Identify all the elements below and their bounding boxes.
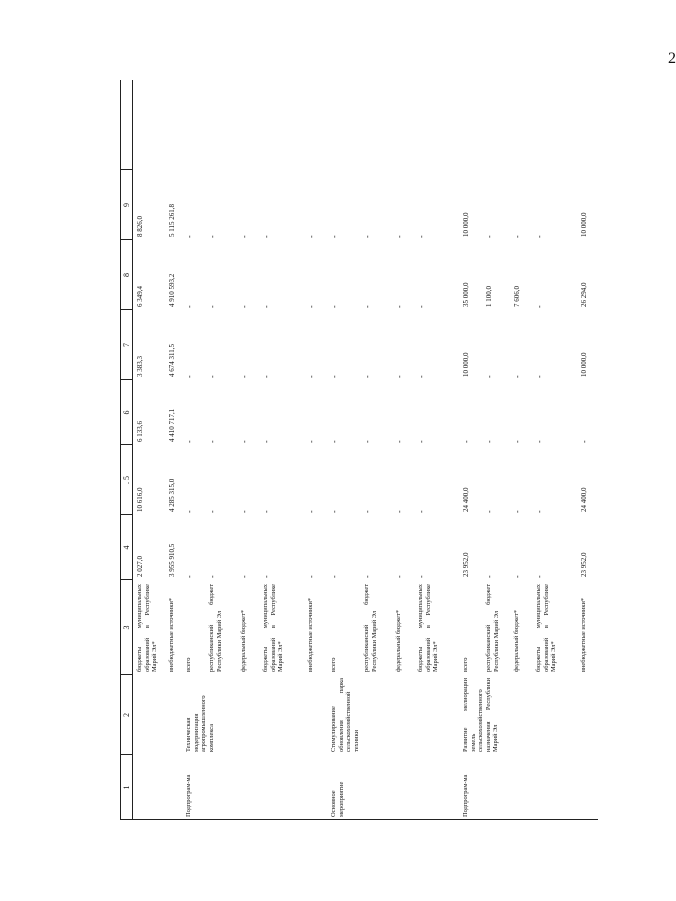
funding-source: бюджеты муниципальных образований в Республике Марий Эл* xyxy=(535,584,558,672)
column-header: 2 xyxy=(122,713,131,717)
column-header: 4 xyxy=(122,545,131,550)
value-cell: - xyxy=(240,440,249,443)
header-bottom-rule xyxy=(132,80,133,820)
value-cell: 10 000,0 xyxy=(580,212,588,237)
value-cell: - xyxy=(462,440,471,443)
funding-source: федеральный бюджет* xyxy=(240,609,247,672)
value-cell: - xyxy=(185,510,194,513)
value-cell: - xyxy=(417,575,426,578)
value-cell: - xyxy=(330,440,339,443)
value-cell: - xyxy=(363,575,372,578)
value-cell: - xyxy=(395,440,404,443)
value-cell: - xyxy=(208,510,217,513)
column-header: 3 xyxy=(122,625,131,630)
value-cell: 10 000,0 xyxy=(462,352,470,377)
value-cell: 3 383,3 xyxy=(136,356,144,377)
value-cell: - xyxy=(240,235,249,238)
column-header: 9 xyxy=(122,203,131,207)
value-cell: - xyxy=(535,305,544,308)
value-cell: - xyxy=(240,510,249,513)
value-cell: - xyxy=(240,305,249,308)
value-cell: - xyxy=(485,235,494,238)
value-cell: - xyxy=(395,235,404,238)
value-cell: 4 285 315,0 xyxy=(168,478,176,512)
value-cell: - xyxy=(240,575,249,578)
funding-source: федеральный бюджет* xyxy=(513,609,520,672)
value-cell: - xyxy=(363,510,372,513)
value-cell: - xyxy=(208,235,217,238)
funding-source: республиканский бюджет Республики Марий Эл xyxy=(363,584,378,672)
value-cell: - xyxy=(580,440,589,443)
value-cell: - xyxy=(417,440,426,443)
value-cell: - xyxy=(485,440,494,443)
value-cell: 23 952,0 xyxy=(580,552,588,577)
column-header: 1 xyxy=(122,785,131,790)
value-cell: 10 616,0 xyxy=(136,487,144,512)
funding-source: республиканский бюджет Республики Марий Эл xyxy=(485,584,500,672)
value-cell: - xyxy=(395,375,404,378)
header-column-divider xyxy=(120,309,132,310)
value-cell: 4 674 311,5 xyxy=(168,344,176,377)
value-cell: - xyxy=(535,575,544,578)
value-cell: - xyxy=(330,575,339,578)
funding-source: бюджеты муниципальных образований в Республике Марий Эл* xyxy=(136,584,159,672)
value-cell: - xyxy=(262,235,271,238)
column-header: 7 xyxy=(122,343,131,347)
page-number: 2 xyxy=(668,50,676,67)
value-cell: - xyxy=(395,305,404,308)
value-cell: - xyxy=(513,235,522,238)
value-cell: - xyxy=(307,510,316,513)
value-cell: - xyxy=(417,235,426,238)
value-cell: - xyxy=(485,575,494,578)
header-top-rule xyxy=(120,80,121,820)
value-cell: - xyxy=(535,440,544,443)
value-cell: - xyxy=(240,375,249,378)
value-cell: - xyxy=(417,375,426,378)
header-column-divider xyxy=(120,754,132,755)
value-cell: - xyxy=(395,575,404,578)
header-column-divider xyxy=(120,444,132,445)
value-cell: - xyxy=(485,510,494,513)
value-cell: - xyxy=(330,510,339,513)
value-cell: 10 000,0 xyxy=(462,212,470,237)
value-cell: 24 400,0 xyxy=(580,487,588,512)
value-cell: 8 826,0 xyxy=(136,216,144,237)
rotated-table xyxy=(120,80,589,820)
value-cell: - xyxy=(185,440,194,443)
value-cell: - xyxy=(363,235,372,238)
funding-source: всего xyxy=(462,657,469,672)
value-cell: - xyxy=(307,575,316,578)
value-cell: - xyxy=(330,235,339,238)
funding-source: всего xyxy=(185,657,192,672)
funding-source: бюджеты муниципальных образований в Республике Марий Эл* xyxy=(262,584,285,672)
value-cell: 4 410 717,1 xyxy=(168,408,176,442)
value-cell: - xyxy=(363,440,372,443)
value-cell: - xyxy=(485,375,494,378)
value-cell: - xyxy=(262,575,271,578)
column-header: . 5 xyxy=(122,476,131,484)
value-cell: 7 606,0 xyxy=(513,286,521,307)
value-cell: - xyxy=(395,510,404,513)
value-cell: - xyxy=(262,375,271,378)
funding-source: внебюджетные источники* xyxy=(580,597,587,672)
funding-source: внебюджетные источники* xyxy=(307,597,314,672)
value-cell: - xyxy=(262,305,271,308)
value-cell: 5 115 261,8 xyxy=(168,204,176,237)
value-cell: - xyxy=(535,375,544,378)
value-cell: - xyxy=(185,375,194,378)
column-header: 6 xyxy=(122,410,131,415)
value-cell: - xyxy=(363,305,372,308)
value-cell: 1 100,0 xyxy=(485,286,493,307)
value-cell: - xyxy=(208,305,217,308)
table-left-border xyxy=(120,819,598,820)
row-category: Подпрограм-ма xyxy=(462,774,469,817)
value-cell: - xyxy=(513,440,522,443)
value-cell: - xyxy=(208,440,217,443)
value-cell: - xyxy=(307,235,316,238)
value-cell: - xyxy=(363,375,372,378)
value-cell: - xyxy=(417,305,426,308)
value-cell: - xyxy=(208,375,217,378)
value-cell: 26 294,0 xyxy=(580,282,588,307)
row-name: Техническая модернизация агропромышленного комплекса xyxy=(185,695,215,752)
value-cell: 4 910 593,2 xyxy=(168,273,176,307)
row-category: Основное мероприятие xyxy=(330,781,345,817)
value-cell: - xyxy=(513,575,522,578)
funding-source: всего xyxy=(330,657,337,672)
value-cell: - xyxy=(262,440,271,443)
column-header: 8 xyxy=(122,273,131,277)
value-cell: - xyxy=(185,575,194,578)
value-cell: - xyxy=(513,375,522,378)
value-cell: - xyxy=(185,235,194,238)
funding-source: внебюджетные источники* xyxy=(168,597,175,672)
value-cell: - xyxy=(330,375,339,378)
value-cell: - xyxy=(513,510,522,513)
value-cell: - xyxy=(330,305,339,308)
header-column-divider xyxy=(120,239,132,240)
header-column-divider xyxy=(120,169,132,170)
value-cell: - xyxy=(535,235,544,238)
value-cell: 6 133,6 xyxy=(136,421,144,442)
value-cell: - xyxy=(262,510,271,513)
row-category: Подпрограм-ма xyxy=(185,774,192,817)
value-cell: - xyxy=(185,305,194,308)
funding-source: республиканский бюджет Республики Марий Эл xyxy=(208,584,223,672)
value-cell: 24 400,0 xyxy=(462,487,470,512)
value-cell: 3 955 910,5 xyxy=(168,543,176,577)
value-cell: 35 000,0 xyxy=(462,282,470,307)
value-cell: 23 952,0 xyxy=(462,552,470,577)
header-column-divider xyxy=(120,379,132,380)
value-cell: - xyxy=(307,440,316,443)
funding-source: бюджеты муниципальных образований в Республике Марий Эл* xyxy=(417,584,440,672)
header-column-divider xyxy=(120,674,132,675)
value-cell: - xyxy=(208,575,217,578)
header-column-divider xyxy=(120,579,132,580)
row-name: Стимулирование обновления парка сельскохозяйственной техники xyxy=(330,678,360,752)
value-cell: 6 349,4 xyxy=(136,286,144,307)
funding-source: федеральный бюджет* xyxy=(395,609,402,672)
value-cell: - xyxy=(535,510,544,513)
value-cell: - xyxy=(307,305,316,308)
row-name: Развитие мелиорации земель сельскохозяйственного назначения Республики Марий Эл xyxy=(462,678,500,752)
value-cell: - xyxy=(307,375,316,378)
header-column-divider xyxy=(120,514,132,515)
value-cell: - xyxy=(417,510,426,513)
value-cell: 2 027,0 xyxy=(136,556,144,577)
value-cell: 10 000,0 xyxy=(580,352,588,377)
